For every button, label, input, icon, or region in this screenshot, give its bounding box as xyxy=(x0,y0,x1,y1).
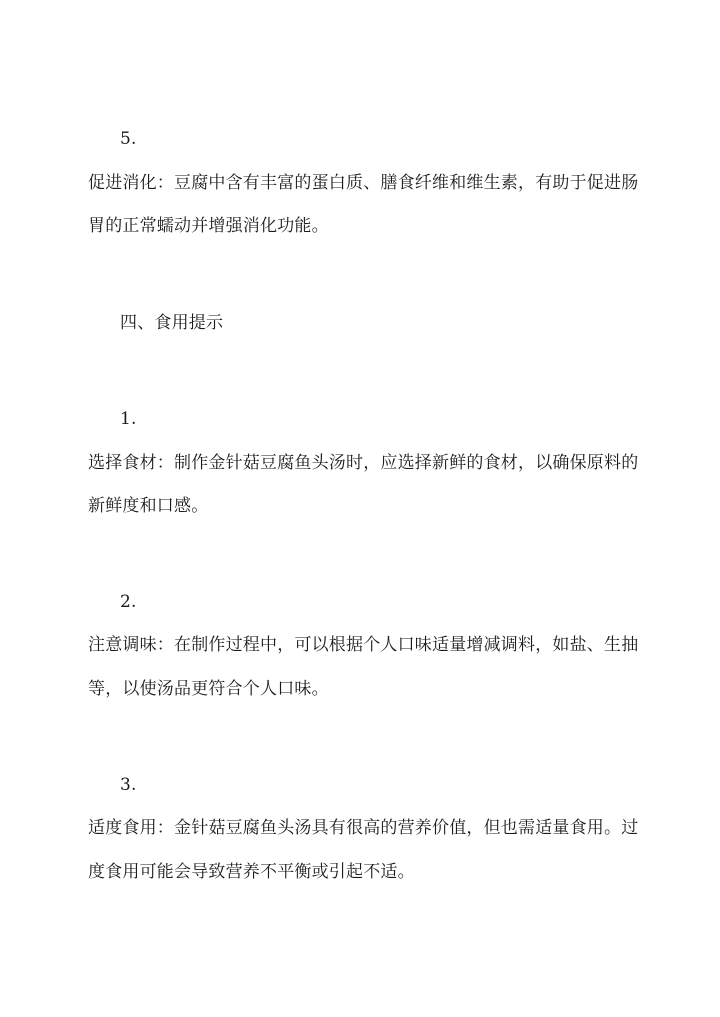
section-heading: 四、食用提示 xyxy=(120,313,224,333)
item-2-text-line-2: 等，以使汤品更符合个人口味。 xyxy=(88,679,329,699)
item-3-number: 3. xyxy=(120,775,137,795)
item-5-text-line-2: 胃的正常蠕动并增强消化功能。 xyxy=(88,216,329,236)
item-2-text-line-1: 注意调味：在制作过程中，可以根据个人口味适量增减调料，如盐、生抽 xyxy=(88,635,639,655)
item-3-text-line-2: 度食用可能会导致营养不平衡或引起不适。 xyxy=(88,862,415,882)
item-5-number: 5. xyxy=(120,129,137,149)
item-1-number: 1. xyxy=(120,409,137,429)
item-2-number: 2. xyxy=(120,592,137,612)
item-3-text-line-1: 适度食用：金针菇豆腐鱼头汤具有很高的营养价值，但也需适量食用。过 xyxy=(88,818,639,838)
item-1-text-line-1: 选择食材：制作金针菇豆腐鱼头汤时，应选择新鲜的食材，以确保原料的 xyxy=(88,453,639,473)
item-5-text-line-1: 促进消化：豆腐中含有丰富的蛋白质、膳食纤维和维生素，有助于促进肠 xyxy=(88,173,639,193)
item-1-text-line-2: 新鲜度和口感。 xyxy=(88,496,209,516)
